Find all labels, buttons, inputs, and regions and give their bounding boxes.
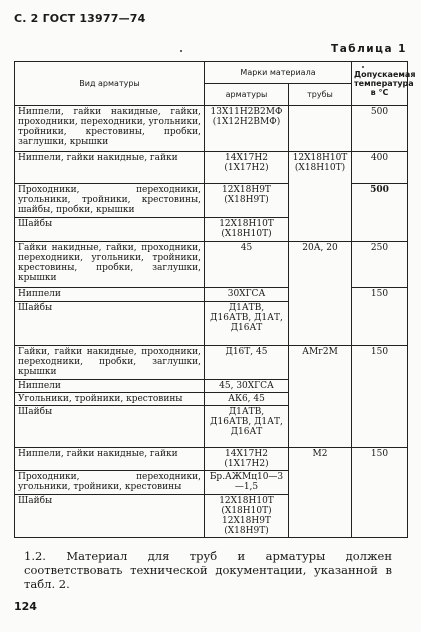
fitting-cell: Гайки, гайки накидные, проходники, переходники, пробки, заглушки, крышки xyxy=(15,346,205,380)
temperature-cell: 150 xyxy=(352,288,408,346)
fitting-cell: Ниппели xyxy=(15,288,205,302)
fitting-material-cell: 45 xyxy=(205,242,289,288)
fitting-material-cell: Д16Т, 45 xyxy=(205,346,289,380)
fitting-material-cell: АК6, 45 xyxy=(205,393,289,406)
fitting-material-cell: 12Х18Н9Т (Х18Н9Т) xyxy=(205,184,289,218)
fitting-cell: Угольники, тройники, крестовины xyxy=(15,393,205,406)
pipe-cell: М2 xyxy=(289,448,352,538)
fitting-cell: Ниппели xyxy=(15,380,205,393)
temperature-cell: 150 xyxy=(352,346,408,448)
fitting-cell: Ниппели, гайки накидные, гайки, проходники, переходники, угольники, тройники, крестовины, пробки, заглушки, крышки xyxy=(15,106,205,152)
scan-speck xyxy=(180,50,182,52)
pipe-cell xyxy=(289,106,352,152)
table-row xyxy=(15,106,408,152)
fitting-material-cell: Д1АТВ, Д16АТВ, Д1АТ, Д16АТ xyxy=(205,406,289,448)
fitting-material-cell: 13Х11Н2В2МФ (1Х12Н2ВМФ) xyxy=(205,106,289,152)
note-paragraph: 1.2. Материал для труб и арматуры должен соответствовать технической документации, указанной в табл. 2. xyxy=(24,549,392,591)
header-temperature: Допускаемая температура в °С xyxy=(352,62,408,106)
fitting-cell: Шайбы xyxy=(15,495,205,538)
temperature-cell: 400 xyxy=(352,152,408,184)
fitting-material-cell: 12Х18Н10Т (Х18Н10Т) xyxy=(205,218,289,242)
fitting-material-cell: Д1АТВ, Д16АТВ, Д1АТ, Д16АТ xyxy=(205,302,289,346)
temperature-cell: 500 xyxy=(352,106,408,152)
fitting-cell: Шайбы xyxy=(15,218,205,242)
fitting-material-cell: 14Х17Н2 (1Х17Н2) xyxy=(205,152,289,184)
materials-table xyxy=(14,61,416,538)
fitting-cell: Шайбы xyxy=(15,302,205,346)
header-fittings: арматуры xyxy=(205,84,289,106)
table-row xyxy=(15,448,408,471)
temperature-cell: 250 xyxy=(352,242,408,288)
fitting-cell: Ниппели, гайки накидные, гайки xyxy=(15,152,205,184)
temperature-cell: 150 xyxy=(352,448,408,538)
header-fitting-type: Вид арматуры xyxy=(15,62,205,106)
fitting-cell: Шайбы xyxy=(15,406,205,448)
pipe-cell: 12Х18Н10Т (Х18Н10Т) xyxy=(289,152,352,242)
fitting-material-cell: 30ХГСА xyxy=(205,288,289,302)
fitting-cell: Гайки накидные, гайки, проходники, переходники, угольники, тройники, крестовины, пробки, заглушки, крышки xyxy=(15,242,205,288)
table-row xyxy=(15,242,408,288)
table-row xyxy=(15,152,408,184)
fitting-cell: Проходники, переходники, угольники, тройники, крестовины, шайбы, пробки, крышки xyxy=(15,184,205,218)
fitting-cell: Проходники, переходники, угольники, тройники, крестовины xyxy=(15,471,205,495)
fitting-material-cell: 45, 30ХГСА xyxy=(205,380,289,393)
temperature-cell: 500 xyxy=(352,184,408,242)
table-row xyxy=(15,346,408,380)
pipe-cell: 20А, 20 xyxy=(289,242,352,346)
page-number: 124 xyxy=(14,600,37,613)
pipe-cell: АМг2М xyxy=(289,346,352,448)
table-caption: Таблица 1 xyxy=(331,43,407,55)
fitting-material-cell: Бр.АЖМц10—3—1,5 xyxy=(205,471,289,495)
fitting-material-cell: 12Х18Н10Т (Х18Н10Т) 12Х18Н9Т (Х18Н9Т) xyxy=(205,495,289,538)
fitting-cell: Ниппели, гайки накидные, гайки xyxy=(15,448,205,471)
header-pipes: трубы xyxy=(289,84,352,106)
fitting-material-cell: 14Х17Н2 (1Х17Н2) xyxy=(205,448,289,471)
header-material-grade: Марки материала xyxy=(205,62,352,84)
page-header: С. 2 ГОСТ 13977—74 xyxy=(14,12,146,25)
